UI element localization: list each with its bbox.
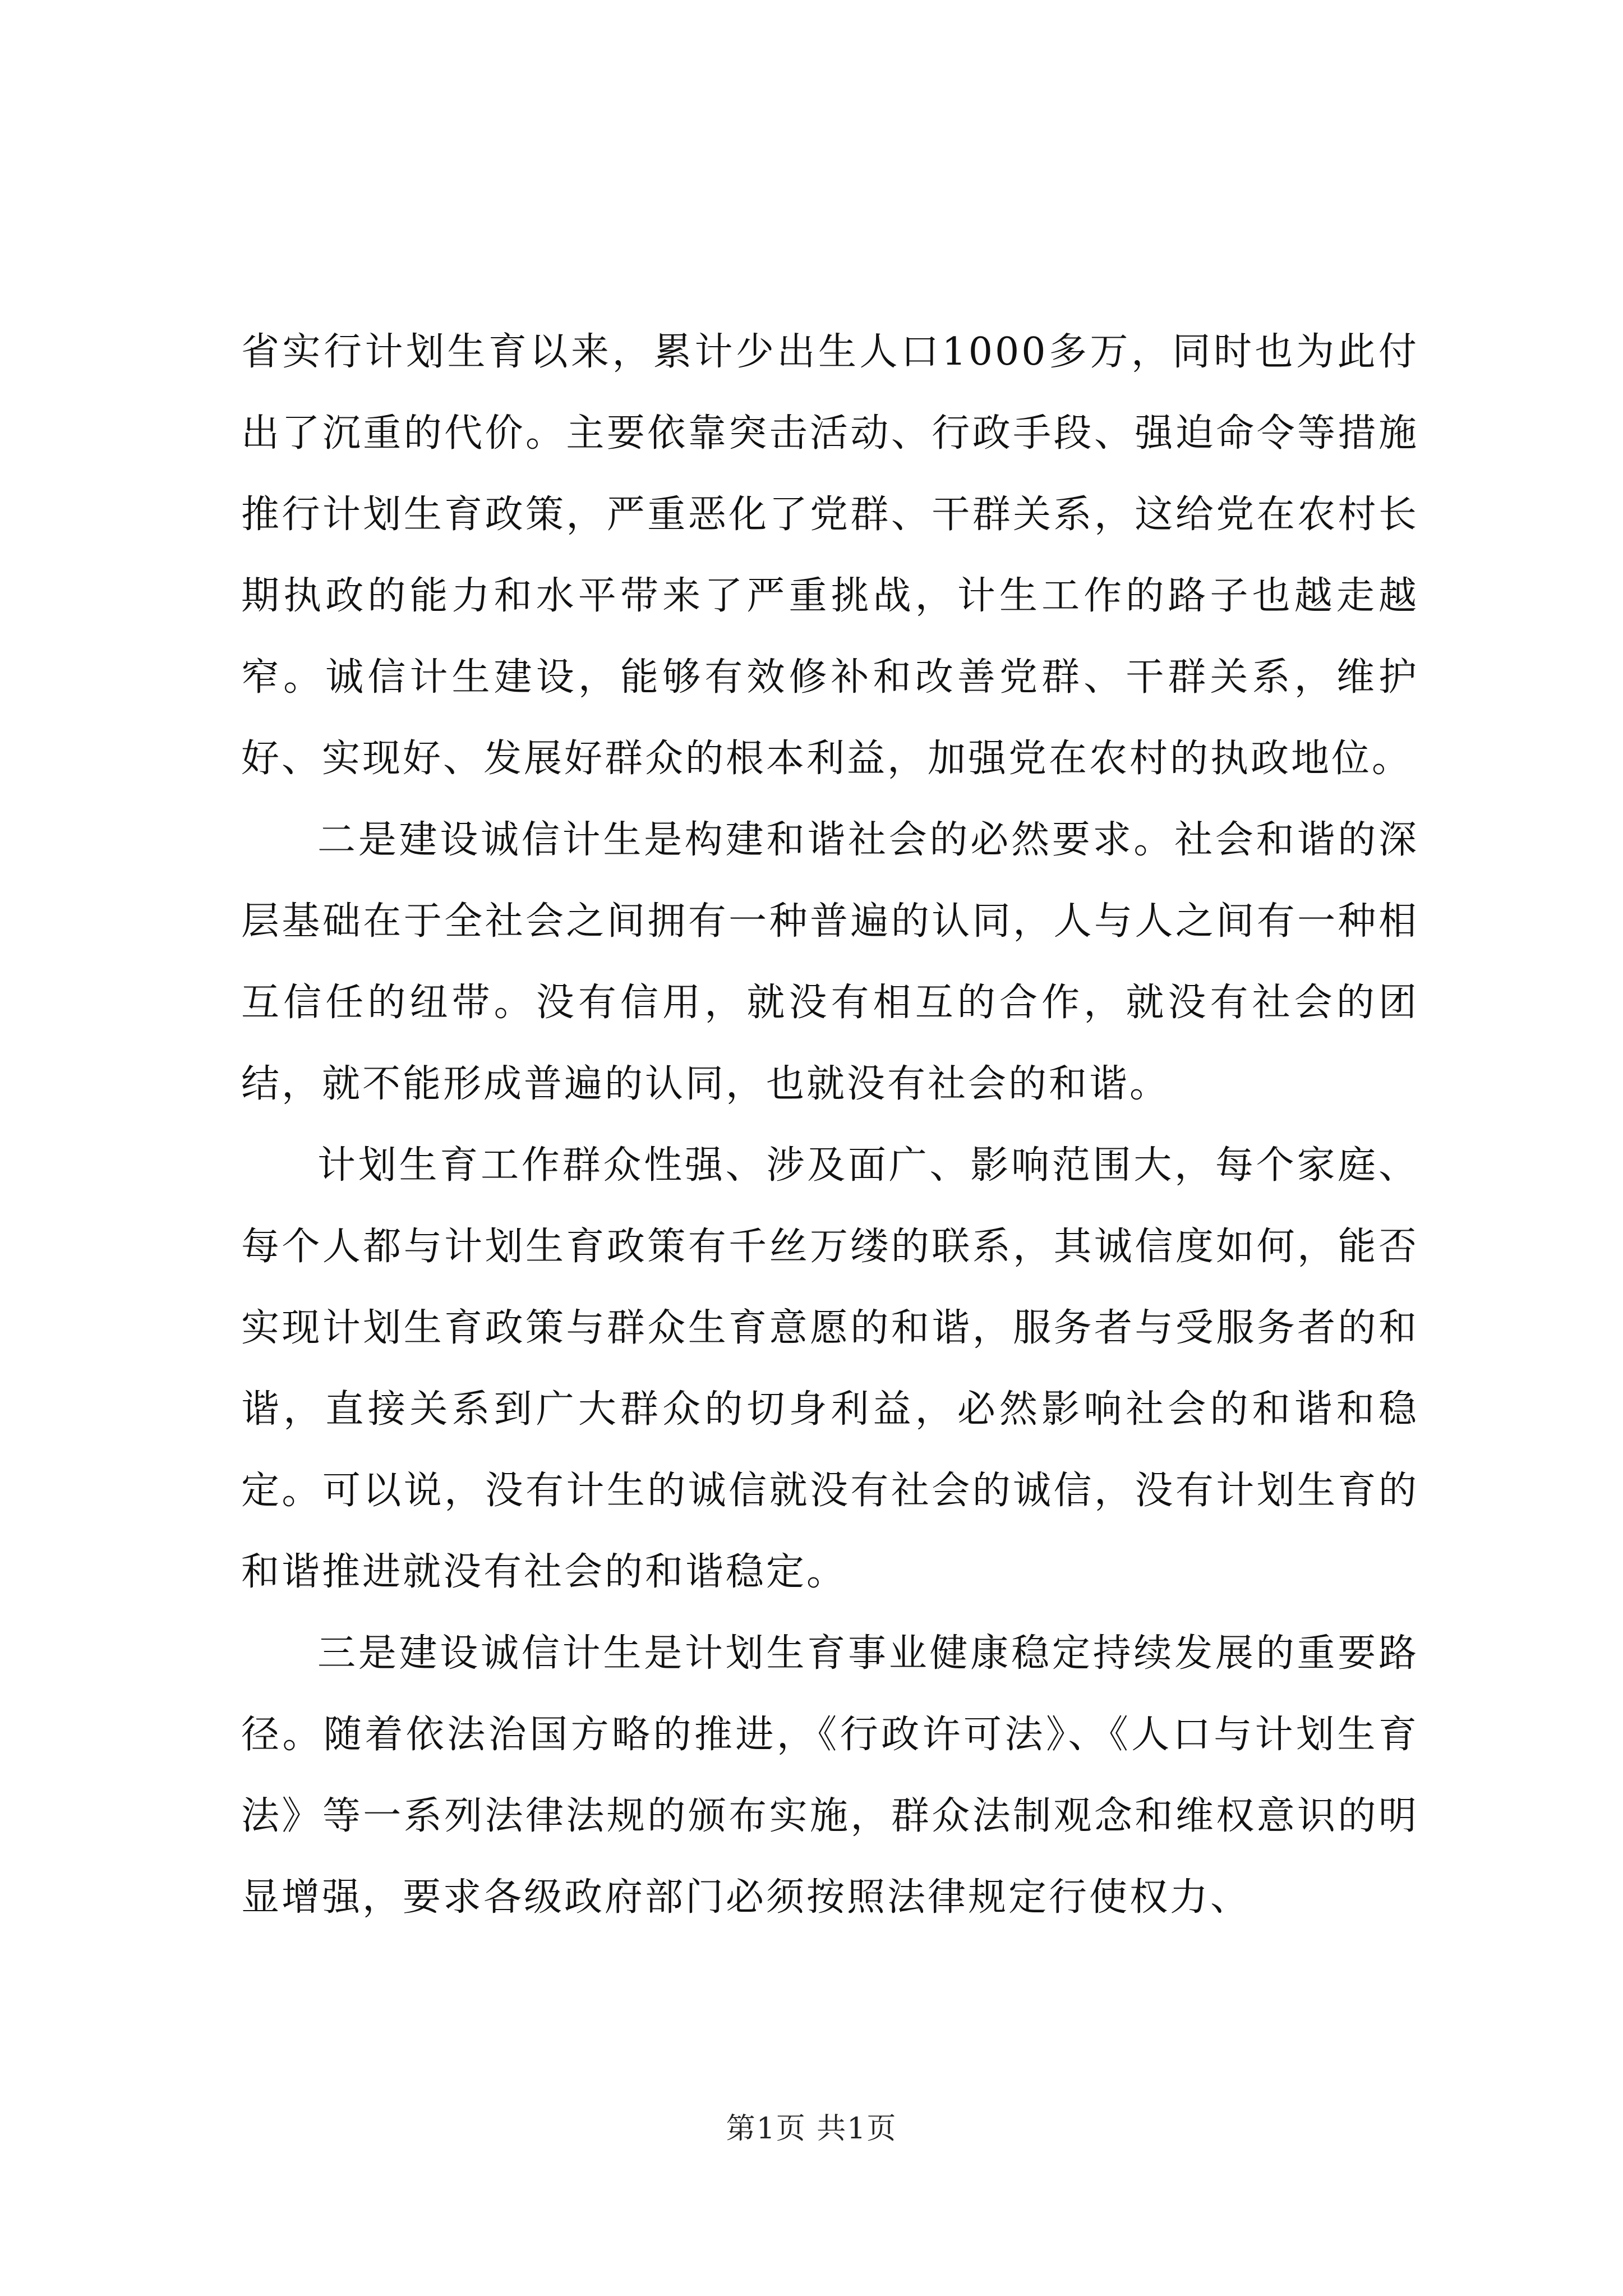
paragraph-important-path: 三是建设诚信计生是计划生育事业健康稳定持续发展的重要路径。随着依法治国方略的推进，《行政许可法》、《人口与计划生育法》等一系列法律法规的颁布实施，群众法制观念和维权意识的明显增强，要求各级政府部门必须按照法律规定行使权力、 (241, 1631, 1419, 1920)
paragraph-harmonious-society: 二是建设诚信计生是构建和谐社会的必然要求。社会和谐的深层基础在于全社会之间拥有一种普遍的认同，人与人之间有一种相互信任的纽带。没有信用，就没有相互的合作，就没有社会的团结，就不能形成普遍的认同，也就没有社会的和谐。 (241, 818, 1419, 1106)
paragraph-family-planning-work: 计划生育工作群众性强、涉及面广、影响范围大，每个家庭、每个人都与计划生育政策有千丝万缕的联系，其诚信度如何，能否实现计划生育政策与群众生育意愿的和谐，服务者与受服务者的和谐，直接关系到广大群众的切身利益，必然影响社会的和谐和稳定。可以说，没有计生的诚信就没有社会的诚信，没有计划生育的和谐推进就没有社会的和谐稳定。 (241, 1143, 1419, 1594)
page-number-footer: 第1页 共1页 (726, 2112, 897, 2146)
document-body (241, 311, 1419, 1938)
paragraph-continuation: 省实行计划生育以来，累计少出生人口1000多万，同时也为此付出了沉重的代价。主要依靠突击活动、行政手段、强迫命令等措施推行计划生育政策，严重恶化了党群、干群关系，这给党在农村长期执政的能力和水平带来了严重挑战，计生工作的路子也越走越窄。诚信计生建设，能够有效修补和改善党群、干群关系，维护好、实现好、发展好群众的根本利益，加强党在农村的执政地位。 (241, 330, 1419, 781)
